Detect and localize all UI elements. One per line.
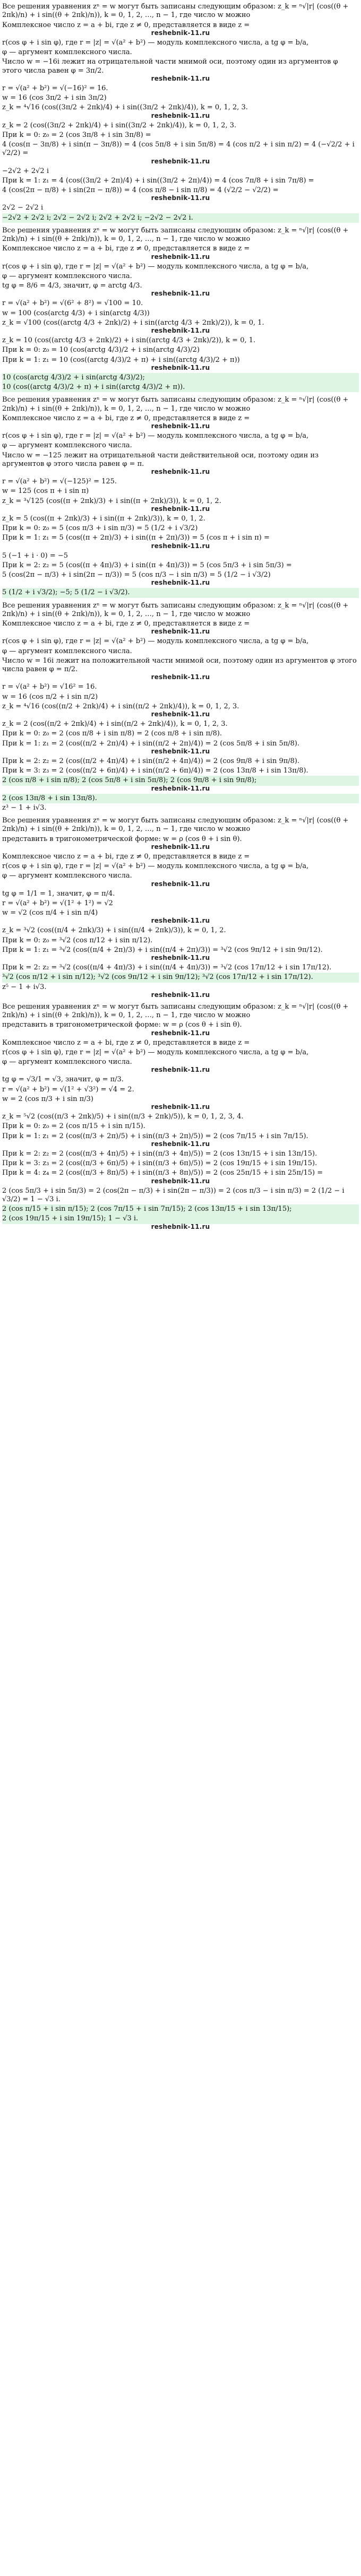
watermark-text: reshebnik-11.ru bbox=[151, 579, 210, 587]
watermark-text: reshebnik-11.ru bbox=[151, 880, 210, 888]
solution-line: Все решения уравнения zⁿ = w могут быть записаны следующим образом: z_k = ⁿ√|r| (cos((θ + 2πk)/n) + i sin((θ + 2πk)/n)), k = 0, 1, 2, …, n − 1, где число w можно bbox=[2, 1002, 351, 1019]
watermark-text: reshebnik-11.ru bbox=[151, 468, 210, 475]
watermark-text: reshebnik-11.ru bbox=[151, 1103, 210, 1111]
solution-line: Число w = −125 лежит на отрицательной части действительной оси, поэтому один из аргументов φ этого числа равен φ = π. bbox=[2, 451, 321, 468]
solution-line: 5 (cos(2π − π/3) + i sin(2π − π/3)) = 5 (cos π/3 − i sin π/3) = 5 (1/2 − i √3/2) bbox=[2, 571, 271, 579]
answer-line: −2√2 + 2√2 i; 2√2 − 2√2 i; 2√2 + 2√2 i; −2√2 − 2√2 i. bbox=[2, 213, 359, 223]
solution-line: Все решения уравнения zⁿ = w могут быть записаны следующим образом: z_k = ⁿ√|r| (cos((θ + 2πk)/n) + i sin((θ + 2πk)/n)), k = 0, 1, 2, …, n − 1, где число w можно bbox=[2, 396, 351, 413]
solution-line: r(cos φ + i sin φ), где r = |z| = √(a² + b²) — модуль комплексного числа, а tg φ = b/a, bbox=[2, 1048, 309, 1056]
solution-block bbox=[2, 816, 359, 999]
solution-line: При k = 1: z₁ = ³√2 (cos((π/4 + 2π)/3) + i sin((π/4 + 2π)/3)) = ³√2 (cos 9π/12 + i sin 9π/12). bbox=[2, 946, 323, 954]
solution-line: Комплексное число z = a + bi, где z ≠ 0, представляется в виде z = bbox=[2, 414, 250, 422]
watermark-text: reshebnik-11.ru bbox=[151, 157, 210, 165]
solution-line: r(cos φ + i sin φ), где r = |z| = √(a² + b²) — модуль комплексного числа, а tg φ = b/a, bbox=[2, 38, 309, 47]
watermark-text: reshebnik-11.ru bbox=[151, 1029, 210, 1037]
answer-line: 10 (cos((arctg 4/3)/2 + π) + i sin((arctg 4/3)/2 + π)). bbox=[2, 383, 359, 392]
solution-line: При k = 2: z₂ = 2 (cos((π/3 + 4π)/5) + i sin((π/3 + 4π)/5)) = 2 (cos 13π/15 + i sin 13π/15). bbox=[2, 1149, 317, 1158]
solution-line: r = √(a² + b²) = √(−16)² = 16. bbox=[2, 84, 108, 92]
answer-line: ³√2 (cos π/12 + i sin π/12); ³√2 (cos 9π/12 + i sin 9π/12); ³√2 (cos 17π/12 + i sin 17π/12). bbox=[2, 973, 359, 982]
solution-line: Комплексное число z = a + bi, где z ≠ 0, представляется в виде z = bbox=[2, 245, 250, 253]
solution-line: При k = 1: z₁ = 5 (cos((π + 2π)/3) + i sin((π + 2π)/3)) = 5 (cos π + i sin π) = bbox=[2, 534, 270, 542]
watermark-text: reshebnik-11.ru bbox=[151, 290, 210, 298]
solution-line: При k = 1: z₁ = 2 (cos((π/3 + 2π)/5) + i sin((π/3 + 2π)/5)) = 2 (cos 7π/15 + i sin 7π/15). bbox=[2, 1132, 308, 1140]
watermark-text: reshebnik-11.ru bbox=[151, 194, 210, 202]
solution-line: При k = 4: z₄ = 2 (cos((π/3 + 8π)/5) + i sin((π/3 + 8π)/5)) = 2 (cos 25π/15 + i sin 25π/15) = bbox=[2, 1169, 323, 1177]
solution-line: r(cos φ + i sin φ), где r = |z| = √(a² + b²) — модуль комплексного числа, а tg φ = b/a, bbox=[2, 262, 309, 271]
solution-line: При k = 1: z₁ = 10 (cos((arctg 4/3)/2 + π) + i sin((arctg 4/3)/2 + π)) bbox=[2, 355, 240, 364]
solution-line: Комплексное число z = a + bi, где z ≠ 0, представляется в виде z = bbox=[2, 852, 250, 861]
solution-line: 2√2 − 2√2 i bbox=[2, 204, 44, 212]
solution-line: Комплексное число z = a + bi, где z ≠ 0, представляется в виде z = bbox=[2, 1038, 250, 1047]
solution-line: φ — аргумент комплексного числа. bbox=[2, 272, 132, 280]
solution-line: r = √(a² + b²) = √(−125)² = 125. bbox=[2, 478, 117, 485]
watermark-text: reshebnik-11.ru bbox=[151, 542, 210, 550]
solution-line: 4 (cos(2π − π/8) + i sin(2π − π/8)) = 4 (cos π/8 − i sin π/8) = 4 (√2/2 − √2/2) = bbox=[2, 186, 279, 194]
watermark-text: reshebnik-11.ru bbox=[151, 505, 210, 513]
solution-block bbox=[2, 2, 359, 223]
solution-line: r(cos φ + i sin φ), где r = |z| = √(a² + b²) — модуль комплексного числа, а tg φ = b/a, bbox=[2, 637, 309, 646]
answer-line: 2 (cos 19π/15 + i sin 19π/15); 1 − √3 i. bbox=[2, 1214, 359, 1224]
solution-line: z_k = 2 (cos((3π/2 + 2πk)/4) + i sin((3π/2 + 2πk)/4)), k = 0, 1, 2, 3. bbox=[2, 121, 237, 129]
watermark-text: reshebnik-11.ru bbox=[151, 991, 210, 999]
solution-line: tg φ = 8/6 = 4/3, значит, φ = arctg 4/3. bbox=[2, 282, 142, 290]
solution-line: z_k = ³√125 (cos((π + 2πk)/3) + i sin((π + 2πk)/3)), k = 0, 1, 2. bbox=[2, 497, 221, 505]
watermark-text: reshebnik-11.ru bbox=[151, 363, 210, 371]
watermark-text: reshebnik-11.ru bbox=[151, 29, 210, 37]
solution-line: r = √(a² + b²) = √(1² + 1²) = √2 bbox=[2, 899, 113, 907]
watermark-text: reshebnik-11.ru bbox=[151, 747, 210, 755]
watermark-text: reshebnik-11.ru bbox=[151, 1177, 210, 1185]
solution-line: При k = 2: z₂ = 2 (cos((π/2 + 4π)/4) + i sin((π/2 + 4π)/4)) = 2 (cos 9π/8 + i sin 9π/8). bbox=[2, 757, 300, 765]
solution-line: z⁵ − 1 + i√3. bbox=[2, 983, 47, 991]
solution-block bbox=[2, 1002, 359, 1231]
solution-line: При k = 3: z₃ = 2 (cos((π/2 + 6π)/4) + i sin((π/2 + 6π)/4)) = 2 (cos 13π/8 + i sin 13π/8). bbox=[2, 767, 308, 775]
solution-line: Комплексное число z = a + bi, где z ≠ 0, представляется в виде z = bbox=[2, 21, 250, 29]
answer-line: 10 (cos(arctg 4/3)/2 + i sin(arctg 4/3)/2); bbox=[2, 373, 359, 383]
watermark-text: reshebnik-11.ru bbox=[151, 917, 210, 925]
watermark-text: reshebnik-11.ru bbox=[151, 710, 210, 718]
solution-line: −2√2 + 2√2 i bbox=[2, 167, 49, 175]
solution-line: 4 (cos(π − 3π/8) + i sin(π − 3π/8)) = 4 (cos 5π/8 + i sin 5π/8) = 4 (cos π/2 + i sin π/2) = 4 (−√2/2 + i √2/2) = bbox=[2, 141, 357, 158]
watermark-text: reshebnik-11.ru bbox=[151, 954, 210, 961]
solution-line: z_k = 5 (cos((π + 2πk)/3) + i sin((π + 2πk)/3)), k = 0, 1, 2. bbox=[2, 514, 205, 523]
answer-line: 2 (cos π/8 + i sin π/8); 2 (cos 5π/8 + i sin 5π/8); 2 (cos 9π/8 + i sin 9π/8); bbox=[2, 776, 359, 785]
solution-line: Все решения уравнения zⁿ = w могут быть записаны следующим образом: z_k = ⁿ√|r| (cos((θ + 2πk)/n) + i sin((θ + 2πk)/n)), k = 0, 1, 2, …, n − 1, где число w можно bbox=[2, 226, 351, 243]
solution-line: w = 2 (cos π/3 + i sin π/3) bbox=[2, 1095, 93, 1103]
solution-line: При k = 0: z₀ = 5 (cos π/3 + i sin π/3) = 5 (1/2 + i √3/2) bbox=[2, 524, 198, 532]
document-page bbox=[0, 0, 361, 1237]
solution-line: φ — аргумент комплексного числа. bbox=[2, 1058, 132, 1066]
watermark-text: reshebnik-11.ru bbox=[151, 1140, 210, 1148]
watermark-text: reshebnik-11.ru bbox=[151, 327, 210, 334]
solution-line: При k = 1: z₁ = 2 (cos((π/2 + 2π)/4) + i sin((π/2 + 2π)/4)) = 2 (cos 5π/8 + i sin 5π/8). bbox=[2, 739, 300, 748]
solution-line: представить в тригонометрической форме: w = ρ (cos θ + i sin θ). bbox=[2, 835, 242, 843]
answer-line: 2 (cos 13π/8 + i sin 13π/8). bbox=[2, 794, 359, 803]
solution-line: r(cos φ + i sin φ), где r = |z| = √(a² + b²) — модуль комплексного числа, а tg φ = b/a, bbox=[2, 862, 309, 870]
solution-line: z_k = 2 (cos((π/2 + 2πk)/4) + i sin((π/2 + 2πk)/4)), k = 0, 1, 2, 3. bbox=[2, 720, 228, 728]
solution-line: z³ − 1 + i√3. bbox=[2, 803, 47, 812]
solution-line: w = 16 (cos π/2 + i sin π/2) bbox=[2, 692, 98, 701]
solution-line: r(cos φ + i sin φ), где r = |z| = √(a² + b²) — модуль комплексного числа, а tg φ = b/a, bbox=[2, 432, 309, 440]
answer-line: 5 (1/2 + i √3/2); −5; 5 (1/2 − i √3/2). bbox=[2, 588, 359, 597]
solution-line: z_k = ⁴√16 (cos((π/2 + 2πk)/4) + i sin((π/2 + 2πk)/4)), k = 0, 1, 2, 3. bbox=[2, 702, 239, 710]
solution-line: представить в тригонометрической форме: w = ρ (cos θ + i sin θ). bbox=[2, 1021, 242, 1029]
solution-line: Все решения уравнения zⁿ = w могут быть записаны следующим образом: z_k = ⁿ√|r| (cos((θ + 2πk)/n) + i sin((θ + 2πk)/n)), k = 0, 1, 2, …, n − 1, где число w можно bbox=[2, 3, 351, 20]
solution-line: φ — аргумент комплексного числа. bbox=[2, 647, 132, 655]
solution-line: z_k = ⁴√16 (cos((3π/2 + 2πk)/4) + i sin((3π/2 + 2πk)/4)), k = 0, 1, 2, 3. bbox=[2, 103, 248, 112]
watermark-text: reshebnik-11.ru bbox=[151, 1066, 210, 1074]
solution-line: При k = 0: z₀ = ³√2 (cos π/12 + i sin π/12). bbox=[2, 936, 153, 944]
watermark-text: reshebnik-11.ru bbox=[151, 784, 210, 792]
solution-line: При k = 3: z₃ = 2 (cos((π/3 + 6π)/5) + i sin((π/3 + 6π)/5)) = 2 (cos 19π/15 + i sin 19π/15). bbox=[2, 1159, 317, 1167]
watermark-text: reshebnik-11.ru bbox=[151, 253, 210, 261]
watermark-text: reshebnik-11.ru bbox=[151, 1222, 210, 1230]
solution-line: Число w = 16i лежит на положительной части мнимой оси, поэтому один из аргументов φ этого числа равен φ = π/2. bbox=[2, 656, 359, 673]
solution-line: w = 125 (cos π + i sin π) bbox=[2, 487, 89, 496]
watermark-text: reshebnik-11.ru bbox=[151, 628, 210, 636]
solution-line: φ — аргумент комплексного числа. bbox=[2, 872, 132, 880]
solution-line: Комплексное число z = a + bi, где z ≠ 0, представляется в виде z = bbox=[2, 620, 250, 628]
solution-line: r = √(a² + b²) = √(6² + 8²) = √100 = 10. bbox=[2, 299, 143, 308]
solution-line: Все решения уравнения zⁿ = w могут быть записаны следующим образом: z_k = ⁿ√|r| (cos((θ + 2πk)/n) + i sin((θ + 2πk)/n)), k = 0, 1, 2, …, n − 1, где число w можно bbox=[2, 817, 351, 834]
solution-line: 5 (−1 + i · 0) = −5 bbox=[2, 551, 68, 560]
answer-line: 2 (cos π/15 + i sin π/15); 2 (cos 7π/15 + i sin 7π/15); 2 (cos 13π/15 + i sin 13π/15); bbox=[2, 1204, 359, 1214]
watermark-text: reshebnik-11.ru bbox=[151, 422, 210, 430]
solution-line: При k = 0: z₀ = 2 (cos 3π/8 + i sin 3π/8) = bbox=[2, 131, 151, 139]
solution-block bbox=[2, 395, 359, 597]
watermark-text: reshebnik-11.ru bbox=[151, 111, 210, 119]
solution-line: При k = 1: z₁ = 4 (cos((3π/2 + 2π)/4) + i sin((3π/2 + 2π)/4)) = 4 (cos 7π/8 + i sin 7π/8) = bbox=[2, 176, 314, 185]
solution-line: 2 (cos 5π/3 + i sin 5π/3) = 2 (cos(2π − π/3) + i sin(2π − π/3)) = 2 (cos π/3 − i sin π/3) = 2 (1/2 − i √3/2) = 1 − √3 i. bbox=[2, 1186, 347, 1203]
solution-line: φ — аргумент комплексного числа. bbox=[2, 48, 132, 56]
solution-line: r = √(a² + b²) = √16² = 16. bbox=[2, 683, 97, 691]
watermark-text: reshebnik-11.ru bbox=[151, 74, 210, 82]
solution-line: При k = 2: z₂ = ³√2 (cos((π/4 + 4π)/3) + i sin((π/4 + 4π)/3)) = ³√2 (cos 17π/12 + i sin 17π/12). bbox=[2, 964, 332, 972]
solution-line: w = 16 (cos 3π/2 + i sin 3π/2) bbox=[2, 94, 107, 102]
solution-block bbox=[2, 601, 359, 813]
solution-line: w = 100 (cos(arctg 4/3) + i sin(arctg 4/3)) bbox=[2, 309, 150, 317]
solution-line: r = √(a² + b²) = √(1² + √3²) = √4 = 2. bbox=[2, 1085, 134, 1094]
solution-line: При k = 2: z₂ = 5 (cos((π + 4π)/3) + i sin((π + 4π)/3)) = 5 (cos 5π/3 + i sin 5π/3) = bbox=[2, 561, 292, 569]
solution-line: При k = 0: z₀ = 10 (cos(arctg 4/3)/2 + i sin(arctg 4/3)/2) bbox=[2, 346, 200, 354]
watermark-text: reshebnik-11.ru bbox=[151, 673, 210, 681]
solution-line: Все решения уравнения zⁿ = w могут быть записаны следующим образом: z_k = ⁿ√|r| (cos((θ + 2πk)/n) + i sin((θ + 2πk)/n)), k = 0, 1, 2, …, n − 1, где число w можно bbox=[2, 601, 351, 618]
solution-line: z_k = √100 (cos((arctg 4/3 + 2πk)/2) + i sin((arctg 4/3 + 2πk)/2)), k = 0, 1. bbox=[2, 318, 264, 327]
solution-line: tg φ = 1/1 = 1, значит, φ = π/4. bbox=[2, 889, 115, 898]
solution-line: z_k = 10 (cos((arctg 4/3 + 2πk)/2) + i sin((arctg 4/3 + 2πk)/2)), k = 0, 1. bbox=[2, 336, 256, 344]
solution-line: w = √2 (cos π/4 + i sin π/4) bbox=[2, 909, 98, 917]
solution-line: tg φ = √3/1 = √3, значит, φ = π/3. bbox=[2, 1075, 124, 1084]
solution-line: z_k = ⁵√2 (cos((π/3 + 2πk)/5) + i sin((π/3 + 2πk)/5)), k = 0, 1, 2, 3, 4. bbox=[2, 1113, 244, 1121]
solution-line: При k = 0: z₀ = 2 (cos π/8 + i sin π/8) = 2 (cos π/8 + i sin π/8). bbox=[2, 730, 222, 738]
solution-line: Число w = −16i лежит на отрицательной части мнимой оси, поэтому один из аргументов φ этого числа равен φ = 3π/2. bbox=[2, 58, 340, 75]
watermark-text: reshebnik-11.ru bbox=[151, 843, 210, 851]
solution-block bbox=[2, 226, 359, 393]
solution-line: z_k = ³√2 (cos((π/4 + 2πk)/3) + i sin((π/4 + 2πk)/3)), k = 0, 1, 2. bbox=[2, 926, 226, 935]
solution-line: φ — аргумент комплексного числа. bbox=[2, 441, 132, 450]
solution-line: При k = 0: z₀ = 2 (cos π/15 + i sin π/15). bbox=[2, 1122, 145, 1131]
